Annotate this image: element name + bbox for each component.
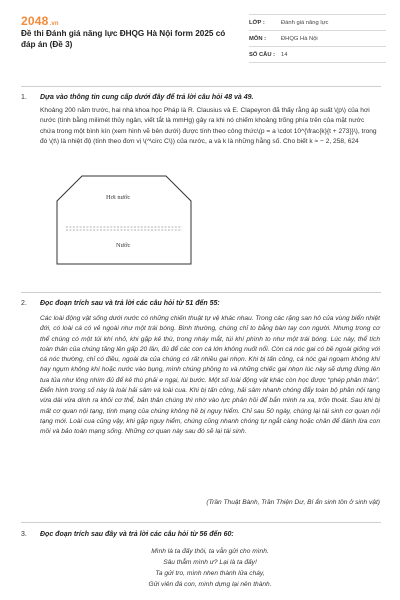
- exam-title: Đề thi Đánh giá năng lực ĐHQG Hà Nội form 2025 có đáp án (Đề 3): [21, 29, 226, 49]
- poem-line: Mình là ta đấy thôi, ta vẫn gửi cho mình.: [151, 548, 269, 555]
- poem-excerpt: [40, 546, 380, 590]
- question-heading: Dựa vào thông tin cung cấp dưới đây để trả lời câu hỏi 48 và 49.: [40, 94, 254, 101]
- container-outline: [57, 176, 191, 264]
- poem-line: Gửi viên đá con, mình dựng lại nên thành.: [148, 581, 272, 588]
- question-heading: Đọc đoạn trích sau và trả lời các câu hỏi từ 51 đến 55:: [40, 300, 220, 307]
- brand-name: 2048: [21, 14, 49, 28]
- sealed-container-diagram: [56, 175, 192, 265]
- question-number: 1.: [21, 94, 27, 101]
- exam-meta-table: [249, 14, 386, 63]
- poem-line: Sâu thẳm mình ư? Lại là ta đấy!: [163, 559, 257, 566]
- section-divider: [21, 86, 381, 87]
- site-logo[interactable]: [21, 14, 59, 28]
- water-label: Nước: [116, 242, 131, 249]
- meta-value: ĐHQG Hà Nội: [281, 35, 318, 42]
- question-number: 2.: [21, 300, 27, 307]
- section-divider: [21, 292, 381, 293]
- meta-label: MÔN :: [249, 35, 267, 42]
- meta-value: 14: [281, 51, 288, 58]
- question-passage: Khoảng 200 năm trước, hai nhà khoa học Pháp là R. Clausius và E. Clapeyron đã thấy rằng áp suất \(p\) của hơi nước (tính bằng milimét thủy ngân, viết tắt là mmHg) gây ra khi nó chiếm khoảng trống phía trên của mặt nước chứa trong một bình kín (xem hình vẽ bên dưới) được tính theo công thức\(p = a \cdot 10^{\frac{k}{t + 273}}\), trong đó \(t\) là nhiệt độ (tính theo đơn vị \(^\circ C\)) của nước, a và k là những hằng số. Cho biết k ≈ − 2, 258, 624: [40, 107, 377, 145]
- meta-row-subject: [249, 31, 386, 47]
- meta-row-class: [249, 15, 386, 31]
- question-heading: Đọc đoạn trích sau đây và trả lời các câu hỏi từ 56 đến 60:: [40, 531, 234, 538]
- section-divider: [21, 522, 381, 523]
- poem-line: Ta gửi tro, mình nhen thành lửa cháy,: [155, 570, 265, 577]
- passage-source: (Trần Thuật Bành, Trần Thiện Dư, Bí ẩn sinh tồn ở sinh vật): [206, 499, 380, 506]
- question-number: 3.: [21, 531, 27, 538]
- meta-label: SỐ CÂU :: [249, 51, 276, 58]
- reading-passage: Các loài động vật sống dưới nước có những chiến thuật tự vệ khác nhau. Trong các rặng san hô của vùng biển nhiệt đới, có loài cá có vẻ ngoài như một trái bóng. Bình thường, chúng chỉ to bằng bàn tay con người. Nhưng trong cơ thể chúng có một túi khí nhỏ, khi gặp kẻ thù, trong nháy mắt, túi khí phình to như một trái bóng. Lúc này, thể tích toàn thân của chúng tăng lên gấp 20 lần, đủ để các con cá lớn không nuốt nổi. Còn cá nóc gai có bề ngoài giống với cá nóc thường, chỉ có điều, ngoài da của chúng có rất nhiều gai nhọn. Khi bị tấn công, cá nóc gai ngoạm không khí hay ngụm không khí hoặc nước vào bụng, mình chúng phồng to và những chiếc gai nhọn lúc này sẽ dựng đứng lên tua tủa như lông nhím đủ để kẻ thù phải e ngại, lùi bước. Một số loài động vật khác còn học được “phép phân thân”. Điển hình trong số này là loài hải sâm và loài cua. Khi bị tấn công, hải sâm nhanh chóng đẩy toàn bộ phần nội tạng vừa dài vừa dính ra khỏi cơ thể, bản thân chúng thì nhờ vào lực phản hồi để bắn mình ra xa, trốn thoát. Sau khi bị mất cơ quan nội tạng, tính mạng của chúng không hề bị nguy hiểm. Chỉ sau 50 ngày, chúng lại tái sinh cơ quan nội tạng mới. Loài cua cũng vậy, khi gặp nguy hiểm, chúng cũng nhanh chóng tự ngắt càng hoặc chân để đánh lừa con mồi và bảo toàn mạng sống. Những cơ quan này sau đó sẽ lại tái sinh.: [40, 315, 380, 436]
- meta-value: Đánh giá năng lực: [281, 19, 329, 26]
- vapor-label: Hơi nước: [106, 194, 131, 201]
- brand-suffix: .vn: [49, 21, 59, 27]
- meta-label: LỚP :: [249, 19, 265, 26]
- meta-row-question-count: [249, 47, 386, 63]
